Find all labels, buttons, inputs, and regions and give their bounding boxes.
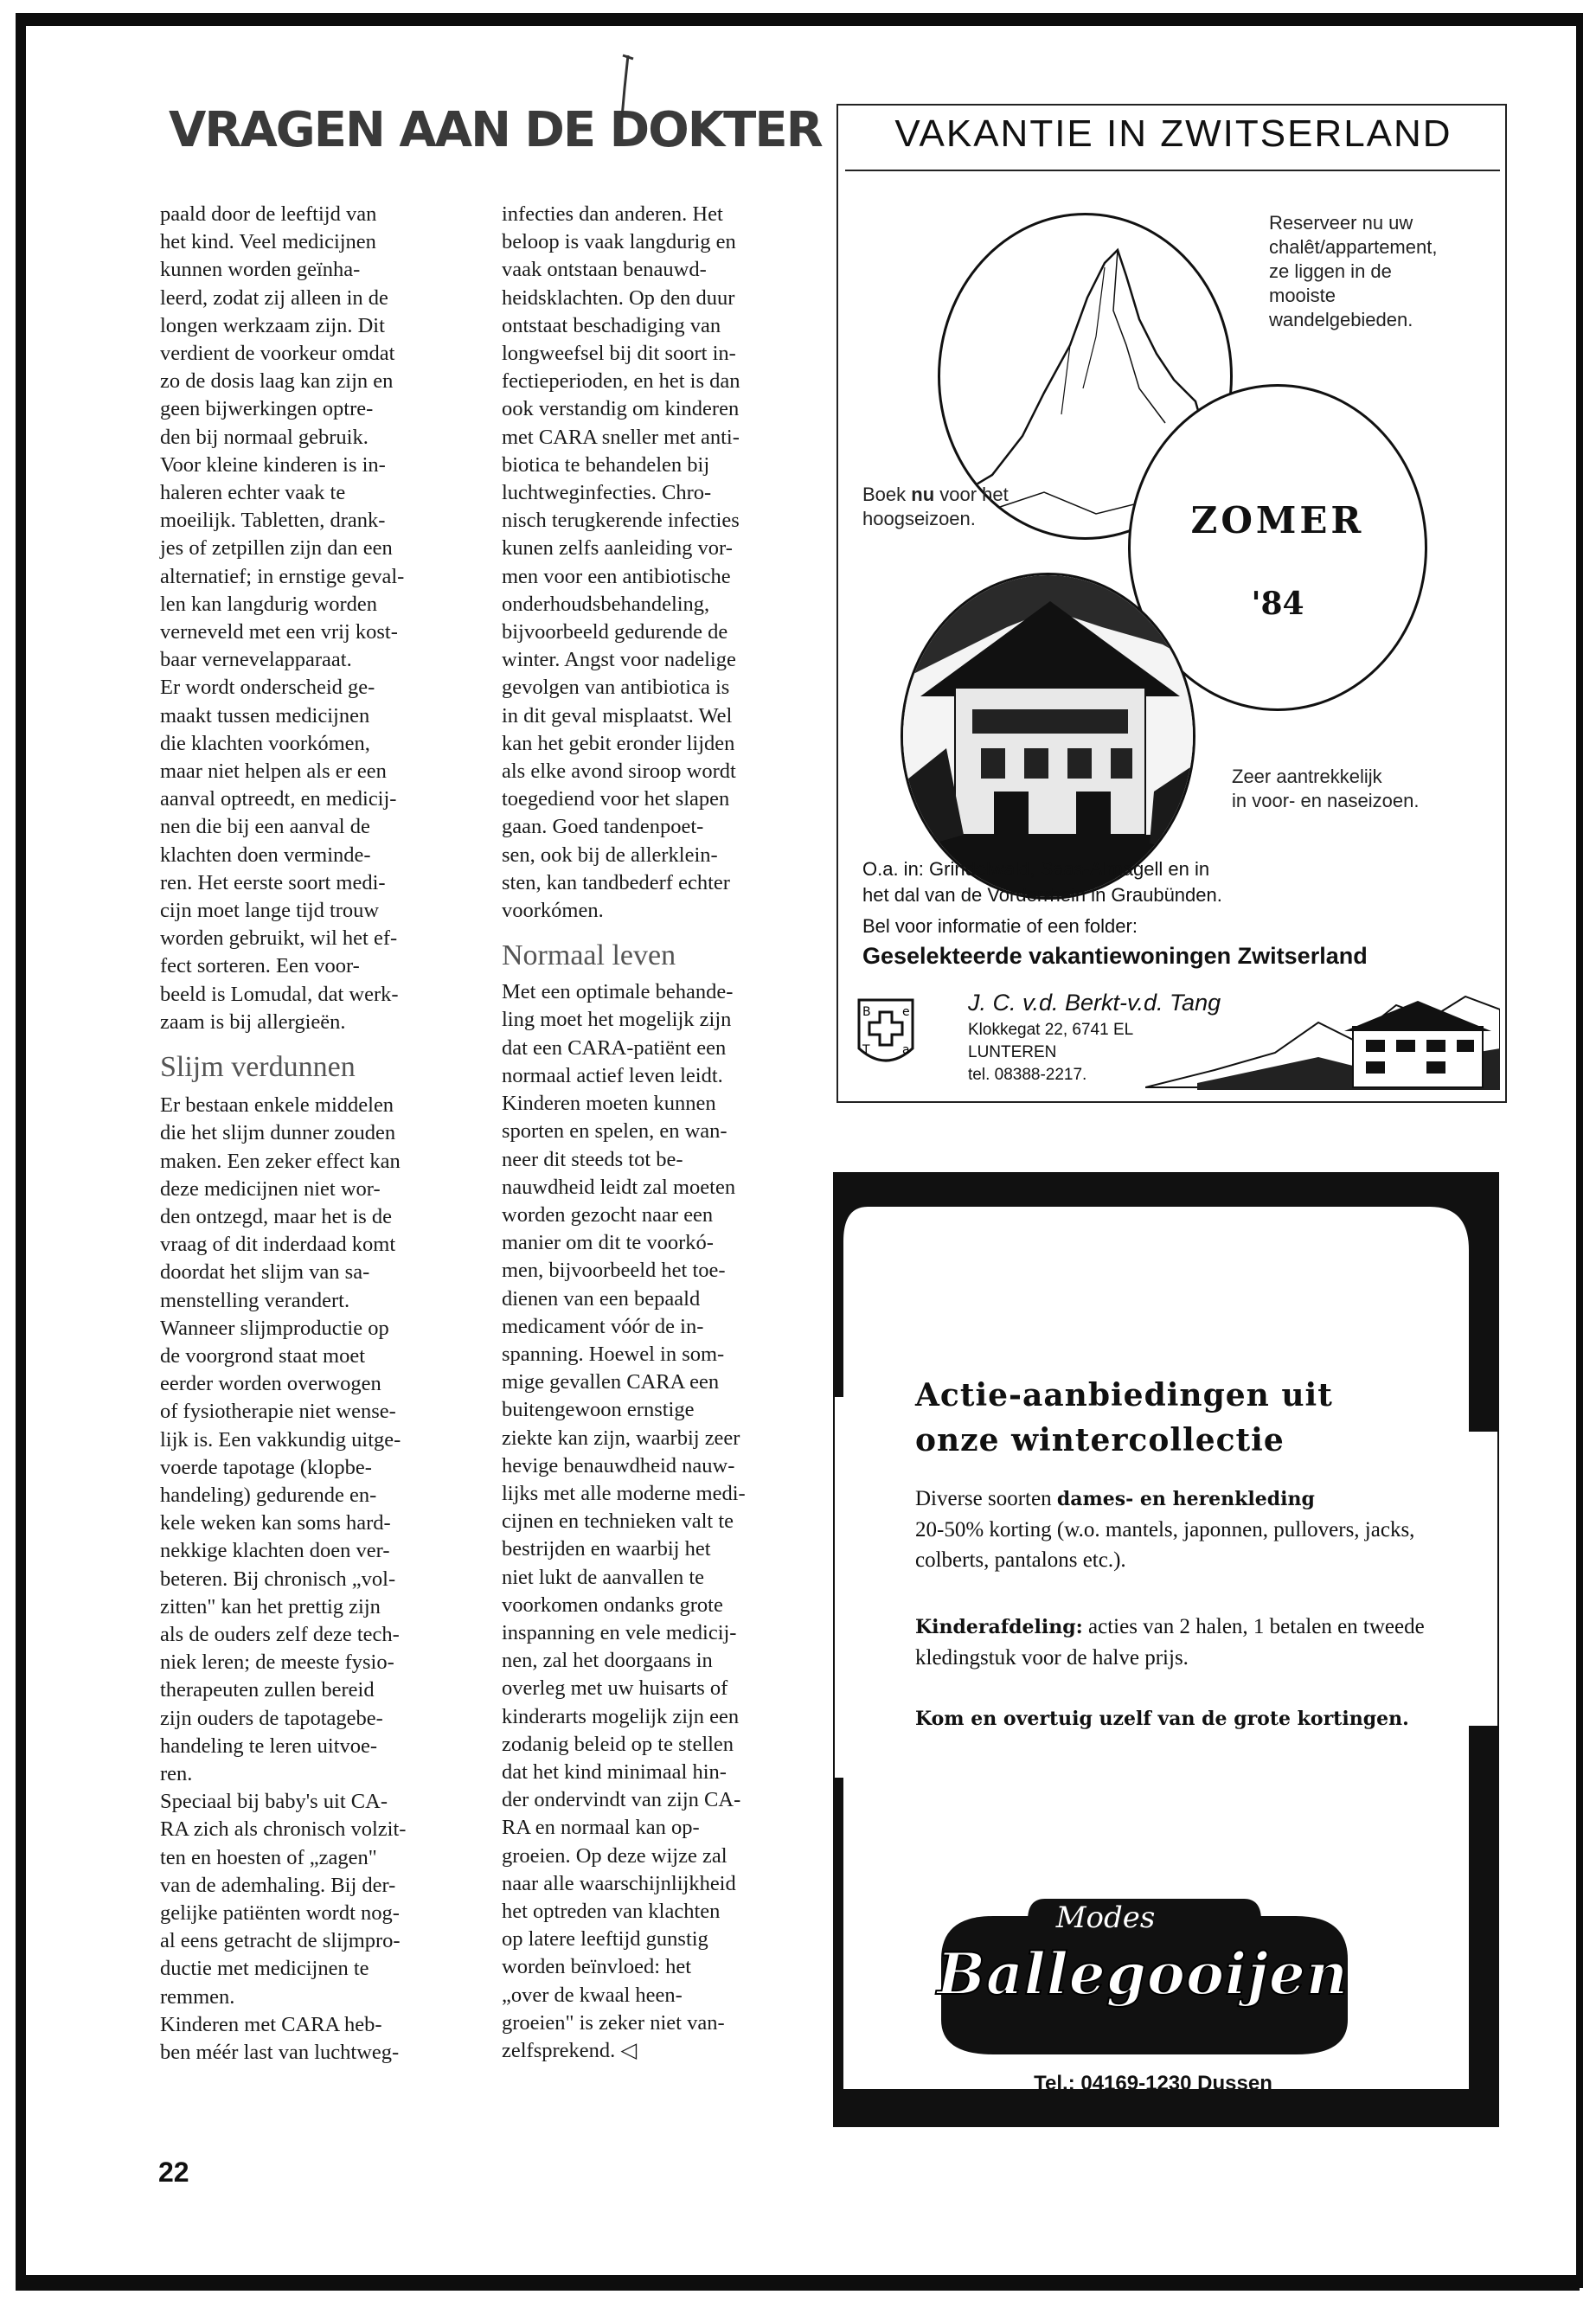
call-to-action: Kom en overtuig uzelf van de grote kortingen.	[915, 1708, 1409, 1730]
page-number: 22	[158, 2157, 189, 2188]
page-title: VRAGEN AAN DE DOKTER	[169, 102, 822, 158]
info-text: Bel voor informatie of een folder:	[862, 915, 1138, 937]
divider	[845, 170, 1500, 171]
locations-text: O.a. in: Grindelwald, Saas-Almagell en in het dal van de Vorderrhein in Graubünden.	[862, 858, 1222, 906]
section-heading-normaal: Normaal leven	[502, 939, 676, 972]
article-paragraph: Er bestaan enkele middelen die het slijm dunner zouden maken. Een zeker effect kan deze medicijnen niet wor- den ontzegd, maar het is de vraag of dit inderdaad komt doordat het slijm van sa- menstelling verandert. Wanneer slijmproductie op de voorgrond staat moet eerder worden overwogen of fysiotherapie niet wense- lijk is. Een vakkundig uitge- voerde tapotage (klopbe- handeling) gedurende en- kele weken kan soms hard- nekkige klachten doen ver- beteren. Bij chronisch „vol- zitten" kan het prettig zijn als de ouders zelf deze tech- niek leren; de meeste fysio- therapeuten zullen bereid zijn ouders de tapotagebe- handeling te leren uitvoe- ren. Speciaal bij baby's uit CA- RA zich als chronisch volzit- ten en hoesten of „zagen" van de ademhaling. Bij der- gelijke patiënten wordt nog- al eens getracht de slijmpro- ductie met medicijnen te remmen. Kinderen met CARA heb- ben méér last van luchtweg-	[160, 1093, 407, 2064]
page-border-top	[16, 13, 1580, 26]
city-line: LUNTEREN	[968, 1043, 1057, 1061]
clothing-ad	[833, 1172, 1499, 2127]
vacation-ad-title: VAKANTIE IN ZWITSERLAND	[894, 112, 1452, 155]
page-border-right	[1576, 13, 1583, 2288]
article-paragraph: Met een optimale behande- ling moet het mogelijk zijn dat een CARA-patiënt een normaal actief leven leidt. Kinderen moeten kunnen sporten en spelen, en wan- neer dit steeds tot be- nauwdheid leidt zal moeten worden gezocht naar een manier om dit te voorkó- men, bijvoorbeeld het toe- dienen van een bepaald medicament vóór de in- spanning. Hoewel in som- mige gevallen CARA een buitengewoon ernstige ziekte kan zijn, waarbij zeer hevige benauwdheid nauw- lijks met alle moderne medi- cijnen en technieken valt te bestrijden en waarbij het niet lukt de aanvallen te voorkomen ondanks grote inspanning en vele medicij- nen, zal het doorgaans in overleg met uw huisarts of kinderarts mogelijk zijn een zodanig beleid op te stellen dat het kind minimaal hin- der ondervindt van zijn CA- RA en normaal kan op- groeien. Op deze wijze zal naar alle waarschijnlijkheid het optreden van klachten op latere leeftijd gunstig worden beïnvloed: het „over de kwaal heen- groeien" is zeker niet van- zelfsprekend. ◁	[502, 980, 746, 2062]
page-border-left	[16, 13, 26, 2288]
article-paragraph: infecties dan anderen. Het beloop is vaak langdurig en vaak ontstaan benauwd- heidsklachten. Op den duur ontstaat beschadiging van longweefsel bij dit soort in- fectieperioden, en het is dan ook verstandig om kinderen met CARA sneller met anti- biotica te behandelen bij luchtweginfecties. Chro- nisch terugkerende infecties kunen zelfs aanleiding vor- men voor een antibiotische onderhoudsbehandeling, bijvoorbeeld gedurende de winter. Angst voor nadelige gevolgen van antibiotica is in dit geval misplaatst. Wel kan het gebit eronder lijden als elke avond siroop wordt toegediend voor het slapen gaan. Goed tandenpoet- sen, ook bij de allerklein- sten, kan tandbederf echter voorkómen.	[502, 202, 740, 923]
company-name: Geselekteerde vakantiewoningen Zwitserland	[862, 943, 1368, 969]
logo-letter: a	[902, 1043, 910, 1057]
zomer-label: ZOMER	[1190, 499, 1365, 542]
logo-letter: T	[862, 1043, 870, 1057]
logo-letter: B	[862, 1005, 871, 1019]
swiss-cross-logo-icon	[856, 997, 916, 1074]
boek-text: Boek nu voor het hoogseizoen.	[862, 484, 1009, 529]
article-paragraph: paald door de leeftijd van het kind. Veel medicijnen kunnen worden geïnha- leerd, zodat zij alleen in de longen werkzaam zijn. Dit verdient de voorkeur omdat zo de dosis laag kan zijn en geen bijwerkingen optre- den bij normaal gebruik. Voor kleine kinderen is in- haleren echter vaak te moeilijk. Tabletten, drank- jes of zetpillen zijn dan een alternatief; in ernstige geval- len kan langdurig worden verneveld met een vrij kost- baar vernevelapparaat. Er wordt onderscheid ge- maakt tussen medicijnen die klachten voorkómen, maar niet helpen als er een aanval optreedt, en medicij- nen die bij een aanval de klachten doen verminde- ren. Het eerste soort medi- cijn moet lange tijd trouw worden gebruikt, wil het ef- fect sorteren. Een voor- beeld is Lomudal, dat werk- zaam is bij allergieën.	[160, 202, 405, 1034]
phone-line: tel. 08388-2217.	[968, 1066, 1087, 1084]
chalet-photo	[901, 573, 1195, 900]
section-heading-slijm: Slijm verdunnen	[160, 1051, 356, 1084]
article-column-1	[160, 201, 480, 2067]
year-label: '84	[1251, 586, 1304, 622]
logo-letter: e	[902, 1005, 910, 1019]
reserveer-text: Reserveer nu uw chalêt/appartement, ze liggen in de mooiste wandelgebieden.	[1269, 212, 1438, 330]
chalet-mini-illustration	[1145, 988, 1500, 1092]
shop-phone: Tel.: 04169-1230 Dussen	[1034, 2072, 1272, 2095]
offer-paragraph: Diverse soorten dames- en herenkleding 20-50% korting (w.o. mantels, japonnen, pullovers, jacks, colberts, pantalons etc.).	[915, 1487, 1415, 1572]
article-column-2	[502, 201, 809, 2065]
kids-offer-paragraph: Kinderafdeling: acties van 2 halen, 1 betalen en tweede kledingstuk voor de halve prijs.	[915, 1615, 1425, 1670]
contact-name: J. C. v.d. Berkt-v.d. Tang	[968, 990, 1221, 1016]
clothing-ad-heading: Actie-aanbiedingen uit onze wintercollectie	[915, 1377, 1333, 1458]
logo-modes-text: Modes	[1055, 1900, 1156, 1935]
vacation-ad	[836, 104, 1507, 1103]
stethoscope-icon	[612, 54, 638, 131]
page-border-bottom	[16, 2275, 1580, 2291]
logo-brand-text: Ballegooijen	[937, 1940, 1349, 2008]
address-line: Klokkegat 22, 6741 EL	[968, 1021, 1134, 1039]
zeer-text: Zeer aantrekkelijk in voor- en naseizoen.	[1232, 766, 1420, 811]
